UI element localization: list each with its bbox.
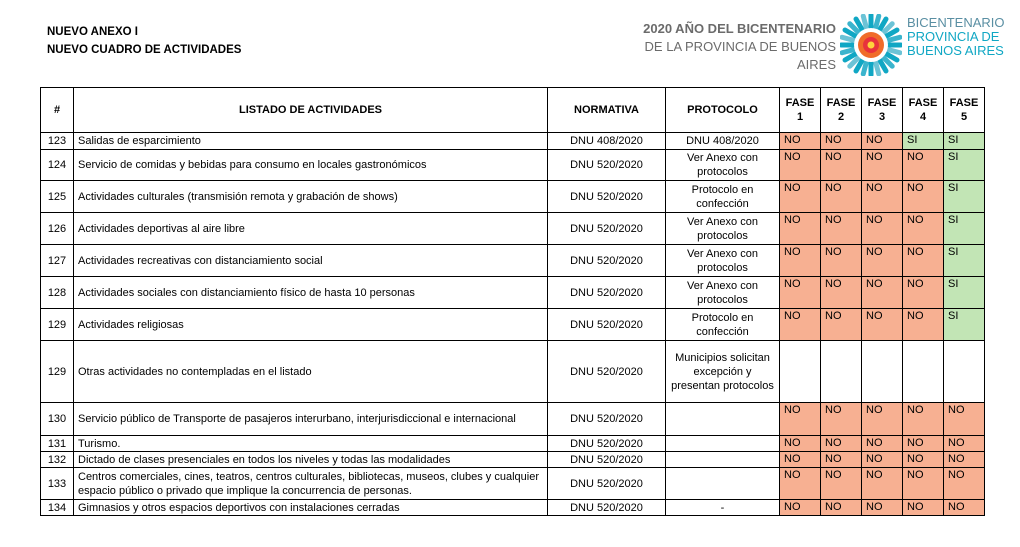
year-banner [614,20,836,74]
table-body [41,133,985,516]
fase-label: FASE [908,97,938,109]
col-header-fase-1 [780,88,821,133]
activity-cell: Dictado de clases presenciales en todos los niveles y todas las modalidades [74,452,548,468]
table-row [41,133,985,150]
fase-1-cell [780,341,821,403]
fase-5-cell: NO [944,500,985,516]
fase-1-cell: NO [780,500,821,516]
normativa-cell: DNU 520/2020 [548,213,666,245]
fase-1-cell: NO [780,436,821,452]
activity-cell: Centros comerciales, cines, teatros, centros culturales, bibliotecas, museos, clubes y cualquier espacio público o privado que implique la concurrencia de personas. [74,468,548,500]
protocolo-cell: Ver Anexo con protocolos [666,150,780,181]
protocolo-cell: Ver Anexo con protocolos [666,277,780,309]
fase-3-cell: NO [862,468,903,500]
fase-2-cell: NO [821,500,862,516]
fase-3-cell: NO [862,213,903,245]
activity-cell: Actividades recreativas con distanciamiento social [74,245,548,277]
protocolo-cell: Protocolo en confección [666,181,780,213]
fase-2-cell: NO [821,150,862,181]
fase-3-cell: NO [862,277,903,309]
fase-label: FASE [785,97,815,109]
normativa-cell: DNU 408/2020 [548,133,666,150]
fase-4-cell: NO [903,452,944,468]
fase-1-cell: NO [780,181,821,213]
fase-number: 4 [919,111,927,123]
protocolo-cell: Protocolo en confección [666,309,780,341]
fase-number: 1 [796,111,804,123]
table-row [41,245,985,277]
fase-4-cell: NO [903,150,944,181]
fase-4-cell: NO [903,403,944,436]
activity-cell: Servicio público de Transporte de pasajeros interurbano, interjurisdiccional e internacional [74,403,548,436]
fase-label: FASE [826,97,856,109]
row-number: 131 [41,436,74,452]
fase-5-cell: NO [944,403,985,436]
col-header-fase-5 [944,88,985,133]
bicentenario-sun-logo [840,14,902,76]
row-number: 134 [41,500,74,516]
protocolo-cell [666,436,780,452]
fase-1-cell: NO [780,245,821,277]
fase-5-cell: SI [944,133,985,150]
table-row [41,452,985,468]
fase-3-cell: NO [862,309,903,341]
col-header-num: # [41,88,74,133]
activity-cell: Servicio de comidas y bebidas para consumo en locales gastronómicos [74,150,548,181]
fase-5-cell: SI [944,181,985,213]
fase-3-cell: NO [862,452,903,468]
col-header-activity: LISTADO DE ACTIVIDADES [74,88,548,133]
protocolo-cell: DNU 408/2020 [666,133,780,150]
fase-5-cell: SI [944,213,985,245]
fase-5-cell: SI [944,277,985,309]
protocolo-cell [666,468,780,500]
row-number: 124 [41,150,74,181]
normativa-cell: DNU 520/2020 [548,468,666,500]
logo-line1: BICENTENARIO [907,15,1005,30]
table-row [41,181,985,213]
protocolo-cell: Ver Anexo con protocolos [666,245,780,277]
normativa-cell: DNU 520/2020 [548,181,666,213]
fase-2-cell: NO [821,436,862,452]
protocolo-cell [666,452,780,468]
fase-number: 2 [837,111,845,123]
year-banner-line1: 2020 AÑO DEL BICENTENARIO [643,21,836,36]
logo-line2: PROVINCIA DE [907,29,1000,44]
row-number: 123 [41,133,74,150]
col-header-normativa: NORMATIVA [548,88,666,133]
activity-cell: Gimnasios y otros espacios deportivos con instalaciones cerradas [74,500,548,516]
activity-cell: Actividades deportivas al aire libre [74,213,548,245]
normativa-cell: DNU 520/2020 [548,277,666,309]
normativa-cell: DNU 520/2020 [548,150,666,181]
activity-cell: Actividades sociales con distanciamiento físico de hasta 10 personas [74,277,548,309]
fase-3-cell: NO [862,403,903,436]
fase-1-cell: NO [780,277,821,309]
fase-4-cell: NO [903,181,944,213]
fase-5-cell [944,341,985,403]
fase-4-cell [903,341,944,403]
fase-3-cell: NO [862,133,903,150]
activity-cell: Turismo. [74,436,548,452]
table-row [41,309,985,341]
table-row [41,277,985,309]
table-row [41,436,985,452]
col-header-fase-3 [862,88,903,133]
row-number: 127 [41,245,74,277]
col-header-fase-4 [903,88,944,133]
table-row [41,468,985,500]
fase-5-cell: SI [944,245,985,277]
normativa-cell: DNU 520/2020 [548,436,666,452]
normativa-cell: DNU 520/2020 [548,341,666,403]
row-number: 129 [41,309,74,341]
fase-4-cell: NO [903,245,944,277]
fase-4-cell: NO [903,213,944,245]
fase-2-cell [821,341,862,403]
annex-title: NUEVO ANEXO I [47,26,138,38]
row-number: 132 [41,452,74,468]
fase-4-cell: NO [903,436,944,452]
protocolo-cell: - [666,500,780,516]
activity-cell: Otras actividades no contempladas en el listado [74,341,548,403]
fase-1-cell: NO [780,213,821,245]
fase-1-cell: NO [780,468,821,500]
fase-3-cell: NO [862,500,903,516]
activities-table [40,87,985,516]
fase-3-cell: NO [862,181,903,213]
table-row [41,213,985,245]
activity-cell: Actividades culturales (transmisión remota y grabación de shows) [74,181,548,213]
row-number: 125 [41,181,74,213]
fase-5-cell: NO [944,452,985,468]
fase-2-cell: NO [821,403,862,436]
logo-wordmark [907,16,1005,58]
col-header-fase-2 [821,88,862,133]
row-number: 129 [41,341,74,403]
fase-2-cell: NO [821,213,862,245]
fase-2-cell: NO [821,133,862,150]
fase-label: FASE [949,97,979,109]
table-row [41,403,985,436]
bicentenario-header [614,14,1014,74]
fase-2-cell: NO [821,181,862,213]
row-number: 130 [41,403,74,436]
fase-3-cell [862,341,903,403]
fase-label: FASE [867,97,897,109]
fase-2-cell: NO [821,277,862,309]
fase-5-cell: NO [944,468,985,500]
fase-1-cell: NO [780,452,821,468]
normativa-cell: DNU 520/2020 [548,309,666,341]
fase-3-cell: NO [862,436,903,452]
fase-2-cell: NO [821,245,862,277]
table-row [41,341,985,403]
fase-number: 5 [960,111,968,123]
year-banner-line2: DE LA PROVINCIA DE BUENOS AIRES [644,39,836,72]
logo-line3: BUENOS AIRES [907,43,1004,58]
row-number: 128 [41,277,74,309]
table-title: NUEVO CUADRO DE ACTIVIDADES [47,44,242,56]
col-header-protocolo: PROTOCOLO [666,88,780,133]
row-number: 133 [41,468,74,500]
fase-3-cell: NO [862,245,903,277]
protocolo-cell [666,403,780,436]
fase-1-cell: NO [780,150,821,181]
fase-1-cell: NO [780,403,821,436]
fase-5-cell: NO [944,436,985,452]
fase-4-cell: NO [903,500,944,516]
fase-2-cell: NO [821,309,862,341]
table-row [41,500,985,516]
fase-5-cell: SI [944,150,985,181]
fase-4-cell: NO [903,277,944,309]
fase-4-cell: SI [903,133,944,150]
normativa-cell: DNU 520/2020 [548,452,666,468]
normativa-cell: DNU 520/2020 [548,403,666,436]
fase-4-cell: NO [903,468,944,500]
header-row [41,88,985,133]
normativa-cell: DNU 520/2020 [548,500,666,516]
protocolo-cell: Ver Anexo con protocolos [666,213,780,245]
row-number: 126 [41,213,74,245]
fase-1-cell: NO [780,133,821,150]
table-row [41,150,985,181]
fase-2-cell: NO [821,452,862,468]
activity-cell: Actividades religiosas [74,309,548,341]
normativa-cell: DNU 520/2020 [548,245,666,277]
fase-4-cell: NO [903,309,944,341]
protocolo-cell: Municipios solicitan excepción y presentan protocolos [666,341,780,403]
document-title [47,23,241,59]
fase-3-cell: NO [862,150,903,181]
fase-number: 3 [878,111,886,123]
fase-2-cell: NO [821,468,862,500]
fase-5-cell: SI [944,309,985,341]
activity-cell: Salidas de esparcimiento [74,133,548,150]
fase-1-cell: NO [780,309,821,341]
